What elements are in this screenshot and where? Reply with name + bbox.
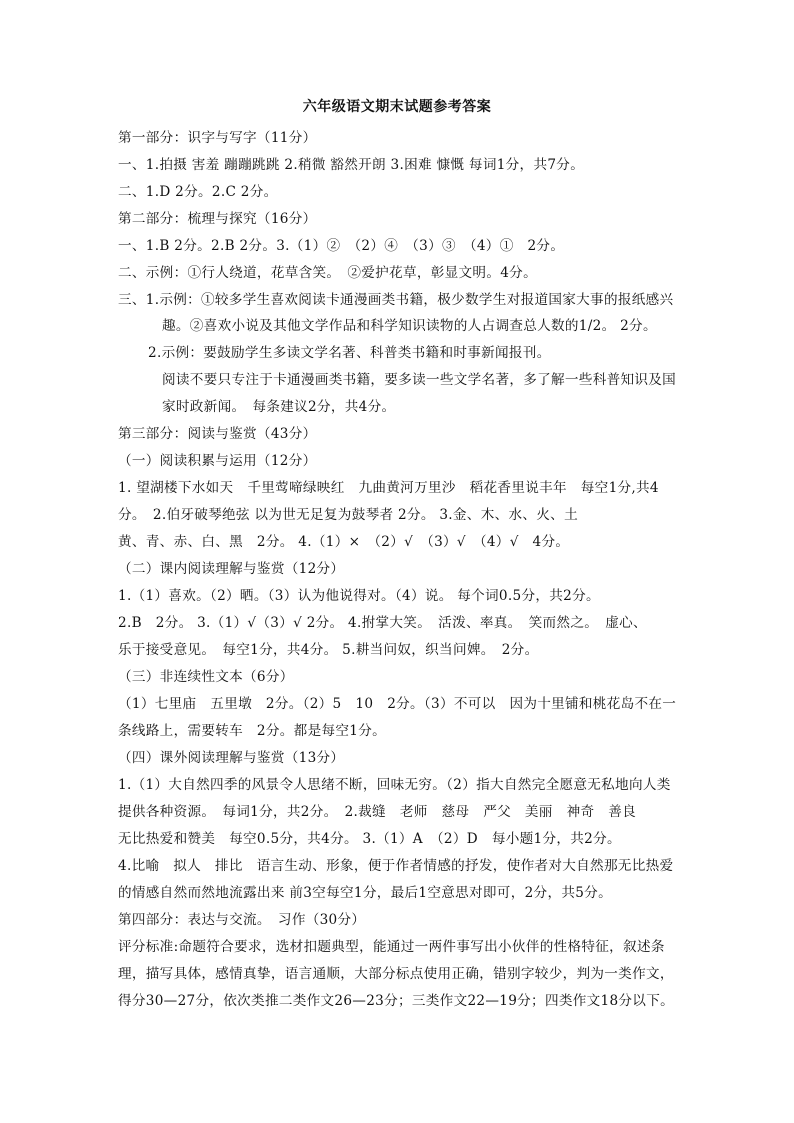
answer-line-continued: 阅读不要只专注于卡通漫画类书籍，要多读一些文学名著，多了解一些科普知识及国 [162,372,677,388]
section-heading: 第一部分：识字与写字（11分） [118,130,317,146]
answer-line: 1. 望湖楼下水如天 千里莺啼绿映红 九曲黄河万里沙 稻花香里说丰年 每空1分,共4 [118,480,659,496]
answer-line-continued: 家时政新闻。 每条建议2分，共4分。 [162,399,396,415]
scoring-criteria-line: 理，描写具体，感情真挚，语言通顺，大部分标点使用正确，错别字较少，判为一类作文， [118,966,674,982]
answer-line: 的情感自然而然地流露出来 前3空每空1分，最后1空意思对即可，2分，共5分。 [118,885,612,901]
subsection-heading: （一）阅读积累与运用（12分） [118,453,317,469]
scoring-criteria-line: 评分标准:命题符合要求，选材扣题典型，能通过一两件事写出小伙伴的性格特征，叙述条 [118,939,665,955]
answer-line: 黄、青、赤、白、黑 2分。 4.（1）× （2）√ （3）√ （4）√ 4分。 [118,534,570,550]
subsection-heading: （四）课外阅读理解与鉴赏（13分） [118,750,345,766]
answer-line: 二、1.D 2分。2.C 2分。 [118,184,278,200]
answer-line: 三、1.示例：①较多学生喜欢阅读卡通漫画类书籍，极少数学生对报道国家大事的报纸感兴 [118,292,674,308]
answer-line: 4.比喻 拟人 排比 语言生动、形象，便于作者情感的抒发，使作者对大自然那无比热爱 [118,858,674,874]
answer-line: 2.示例：要鼓励学生多读文学名著、科普类书籍和时事新闻报刊。 [148,345,551,361]
answer-line-continued: 趣。②喜欢小说及其他文学作品和科学知识读物的人占调查总人数的1/2。 2分。 [162,318,657,334]
answer-line: 二、示例：①行人绕道，花草含笑。 ②爱护花草，彰显文明。4分。 [118,265,537,281]
scoring-criteria-line: 得分30—27分，依次类推二类作文26—23分；三类作文22—19分；四类作文18分以下。 [118,993,674,1009]
answer-line: （1）七里庙 五里墩 2分。（2）5 10 2分。（3）不可以 因为十里铺和桃花岛不在一 [118,696,677,712]
subsection-heading: （二）课内阅读理解与鉴赏（12分） [118,561,345,577]
answer-line: 2.B 2分。 3.（1）√（3）√ 2分。 4.拊掌大笑。 活泼、率真。 笑而然之。 虚心、 [118,615,647,631]
answer-line: 条线路上，需要转车 2分。都是每空1分。 [118,723,386,739]
page-title: 六年级语文期末试题参考答案 [302,99,492,115]
answer-line: 分。 2.伯牙破琴绝弦 以为世无足复为鼓琴者 2分。 3.金、木、水、火、土 [118,507,578,523]
subsection-heading: （三）非连续性文本（6分） [118,669,294,685]
answer-line: 乐于接受意见。 每空1分，共4分。 5.耕当问奴，织当问婢。 2分。 [118,642,539,658]
answer-line: 一、1.B 2分。2.B 2分。3.（1）② （2）④ （3）③ （4）① 2分。 [118,238,565,254]
section-heading: 第二部分：梳理与探究（16分） [118,211,317,227]
section-heading: 第三部分：阅读与鉴赏（43分） [118,426,317,442]
section-heading: 第四部分：表达与交流。 习作（30分） [118,912,366,928]
answer-line: 提供各种资源。 每词1分，共2分。 2.裁缝 老师 慈母 严父 美丽 神奇 善良 [118,804,637,820]
answer-line: 一、1.拍摄 害羞 蹦蹦跳跳 2.稍微 豁然开朗 3.困难 慷慨 每词1分，共7分。 [118,157,585,173]
answer-line: 无比热爱和赞美 每空0.5分，共4分。 3.（1）A （2）D 每小题1分，共2分。 [118,831,621,847]
answer-line: 1.（1）大自然四季的风景令人思绪不断，回味无穷。（2）指大自然完全愿意无私地向人类 [118,777,671,793]
answer-line: 1.（1）喜欢。（2）晒。（3）认为他说得对。（4）说。 每个词0.5分，共2分。 [118,588,600,604]
